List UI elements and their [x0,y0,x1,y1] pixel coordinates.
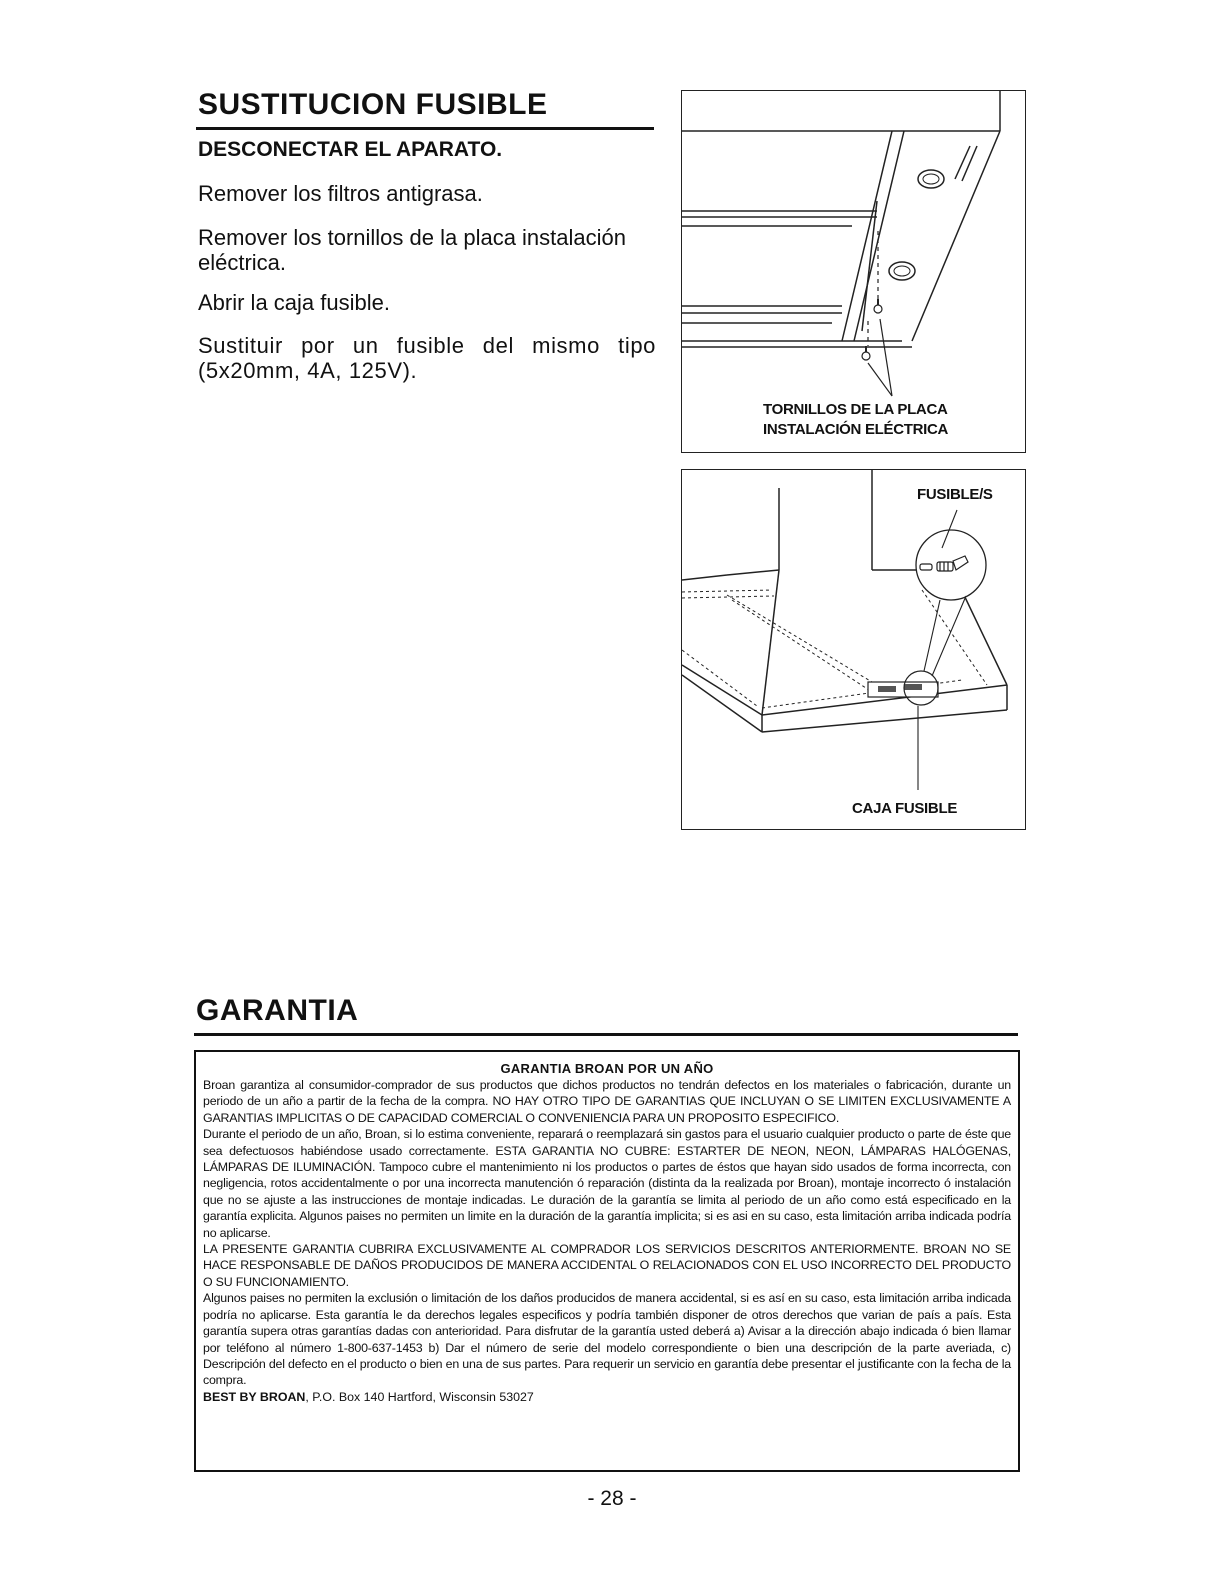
mounting-hole-lower [889,262,915,280]
company-name: BEST BY BROAN [203,1389,306,1404]
screws-caption-line1: TORNILLOS DE LA PLACA [763,401,948,418]
warranty-address [203,1389,1011,1405]
screws-caption [763,400,948,440]
screws-caption-line2: INSTALACIÓN ELÉCTRICA [763,421,949,438]
page-number: - 28 - [587,1487,637,1510]
screw-icon [874,299,882,313]
warranty-paragraph-coverage: Broan garantiza al consumidor-comprador de sus productos que dichos productos no tendrán defectos en los materiales o fabricación, durante un periodo de un año a partir de la fecha de la compra. NO HAY OTRO TIPO DE GARANTIAS QUE INCLUYAN O SE LIMITEN EXCLUSIVAMENTE A GARANTIAS IMPLICITAS O DE CAPACIDAD COMERCIAL O CONVENIENCIA PARA UN PROPOSITO ESPECIFICO. [203,1078,1011,1125]
warranty-title-rule [194,1033,1018,1036]
fuse-section-subtitle: DESCONECTAR EL APARATO. [198,138,503,161]
step-remove-screws: Remover los tornillos de la placa instalación eléctrica. [198,225,626,275]
fuse-title-rule [196,127,654,130]
warranty-box-title: GARANTIA BROAN POR UN AÑO [500,1061,714,1076]
company-address: , P.O. Box 140 Hartford, Wisconsin 53027 [305,1389,534,1404]
warranty-paragraph-claims: Algunos paises no permiten la exclusión o limitación de los daños producidos de manera accidental, si es así en su caso, esta limitación arriba indicada podría no aplicarse. Esta garantía le da derechos legales especificos y podría también disponer de otros derechos que varian de país a país. Esta garantía supera otras garantías dadas con anterioridad. Para disfrutar de la garantía usted deberá a) Avisar a la dirección abajo indicada ó bien llamar por teléfono al número 1-800-637-1453 b) Dar el número de serie del modelo correspondiente o bien una descripción de la parte averiada, c) Descripción del defecto en el producto o bien en una de sus partes. Para requerir un servicio en garantía debe presentar el justificante con la fecha de la compra. [203,1291,1011,1388]
fuse-section-title: SUSTITUCION FUSIBLE [198,88,548,121]
step-replace-fuse: Sustituir por un fusible del mismo tipo (5x20mm, 4A, 125V). [198,333,656,383]
fuse-box-figure [681,469,1026,830]
step-open-fuse-box: Abrir la caja fusible. [198,290,390,315]
fuse-box-illustration [682,470,1025,829]
screw-icon [862,346,870,360]
step-remove-filters: Remover los filtros antigrasa. [198,181,483,206]
warranty-paragraph-liability: LA PRESENTE GARANTIA CUBRIRA EXCLUSIVAMENTE AL COMPRADOR LOS SERVICIOS DESCRITOS ANTERIORMENTE. BROAN NO SE HACE RESPONSABLE DE DAÑOS PRODUCIDOS DE MANERA ACCIDENTAL O RELACIONADOS CON EL USO INCORRECTO DEL PRODUCTO O SU FUNCIONAMIENTO. [203,1242,1011,1289]
warranty-paragraph-exclusions: Durante el periodo de un año, Broan, si lo estima conveniente, reparará o reemplazará sin gastos para el usuario cualquier producto o parte de éste que sea defectuosos habiéndose usado correctamente. ESTA GARANTIA NO CUBRE: ESTARTER DE NEON, NEON, LÁMPARAS HALÓGENAS, LÁMPARAS DE ILUMINACIÓN. Tampoco cubre el mantenimiento ni los productos o partes de éstos que hayan sido usados de forma incorrecta, con negligencia, rotos accidentalmente o por una incorrecta manutención ó reparación (distinta da la realizada por Broan), montaje incorrecto ó instalación que no se ajuste a las instrucciones de montaje indicadas. Le duración de la garantía se limita al periodo de un año como está especificado en la garantía explicita. Algunos paises no permiten un limite en la duración de la garantía implicita; si es asi en su caso, esta limitación arriba indicada podría no aplicarse. [203,1127,1011,1240]
fuse-box-label: CAJA FUSIBLE [852,800,958,817]
screws-figure [681,90,1026,453]
warranty-box [194,1050,1020,1472]
fuses-label: FUSIBLE/S [917,486,993,503]
hood-underside-illustration [682,91,1025,452]
mounting-hole-upper [918,170,944,188]
warranty-section-title: GARANTIA [196,994,359,1027]
fuse-holder [868,682,938,697]
